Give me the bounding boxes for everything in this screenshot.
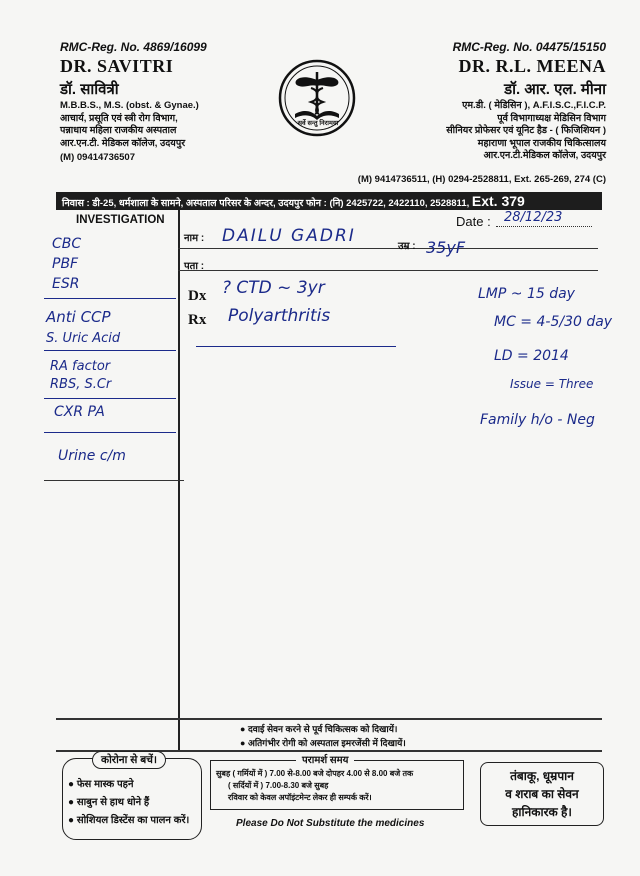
history-notes xyxy=(478,280,612,434)
footer-note: ● अतिगंभीर रोगी को अस्पताल इमरजेंसी में दिखायें। xyxy=(240,738,406,748)
left-detail-line: आर.एन.टी. मेडिकल कॉलेज, उदयपुर xyxy=(60,137,186,149)
corona-list xyxy=(68,776,189,830)
right-detail-line: सीनियर प्रोफेसर एवं यूनिट हैड - ( फिजिशियन ) xyxy=(446,125,606,136)
tobacco-line: हानिकारक है। xyxy=(512,805,572,819)
address-text: निवास : डी-25, धर्मशाला के सामने, अस्पताल परिसर के अन्दर, उदयपुर फोन : (नि) 2425722, 2422110, 2528811, xyxy=(62,198,470,209)
corona-item: ● सोशियल डिस्टेंस का पालन करें। xyxy=(68,815,190,826)
timing-title: परामर्श समय xyxy=(296,752,354,766)
age-handwritten: 35yF xyxy=(426,238,466,257)
timing-line: ( सर्दियों में ) 7.00-8.30 बजे सुबह xyxy=(228,781,329,790)
history-line: MC = 4-5/30 day xyxy=(494,314,613,330)
timing-line: सुबह ( गर्मियों में ) 7.00 से-8.00 बजे दोपहर 4.00 से 8.00 बजे तक xyxy=(216,769,414,778)
rx-symbol: Rx xyxy=(188,312,207,328)
investigation-item: Anti CCP xyxy=(46,308,111,326)
history-line: LD = 2014 xyxy=(494,348,569,364)
investigation-item-cxr: CXR PA xyxy=(54,404,105,420)
footer-notes xyxy=(240,722,406,750)
timing-lines xyxy=(216,768,413,804)
investigation-item: RBS, S.Cr xyxy=(50,377,112,392)
bullet-icon: ● xyxy=(68,797,77,808)
left-doctor-name-hindi: डॉ. सावित्री xyxy=(60,81,119,98)
bullet-icon: ● xyxy=(68,815,77,826)
corona-title: कोरोना से बचें। xyxy=(92,751,166,769)
right-doctor-details xyxy=(366,100,606,163)
right-detail-line: पूर्व विभागाध्यक्ष मेडिसिन विभाग xyxy=(497,112,606,124)
investigation-item-urine: Urine c/m xyxy=(58,448,126,464)
right-detail-line: एम.डी. ( मेडिसिन ), A.F.I.S.C.,F.I.C.P. xyxy=(462,100,606,111)
bullet-icon: ● xyxy=(68,779,77,790)
bullet-icon: ● xyxy=(240,724,248,734)
investigation-end-line xyxy=(44,480,184,481)
history-line: LMP ~ 15 day xyxy=(478,286,575,302)
tobacco-line: व शराब का सेवन xyxy=(505,787,579,801)
left-reg-number: RMC-Reg. No. 4869/16099 xyxy=(60,40,207,54)
address-label: पता : xyxy=(184,261,205,272)
investigations-list xyxy=(52,234,81,294)
rx-handwritten: Polyarthritis xyxy=(228,306,331,326)
investigation-separator xyxy=(44,350,176,351)
right-doctor-name: DR. R.L. MEENA xyxy=(458,56,606,76)
left-detail-line: M.B.B.S., M.S. (obst. & Gynae.) xyxy=(60,100,199,111)
investigation-separator xyxy=(44,398,176,399)
right-doctor-name-hindi: डॉ. आर. एल. मीना xyxy=(504,81,606,98)
timing-line: रविवार को केवल अपॉइंटमेन्ट लेकर ही सम्पर्क करें। xyxy=(228,793,372,802)
tobacco-warning-box xyxy=(480,762,604,826)
investigation-item: PBF xyxy=(52,256,79,272)
medical-emblem-logo xyxy=(277,58,357,138)
corona-item: ● फेस मास्क पहने xyxy=(68,779,134,790)
investigation-item: CBC xyxy=(52,236,82,252)
investigation-separator xyxy=(44,298,176,299)
footer-note: ● दवाई सेवन करने से पूर्व चिकित्सक को दिखायें। xyxy=(240,724,398,734)
right-detail-line: आर.एन.टी.मेडिकल कॉलेज, उदयपुर xyxy=(483,150,606,161)
right-reg-number: RMC-Reg. No. 04475/15150 xyxy=(452,40,606,54)
left-detail-line: आचार्य, प्रसूति एवं स्त्री रोग विभाग, xyxy=(60,112,178,124)
substitute-note: Please Do Not Substitute the medicines xyxy=(236,818,425,829)
bullet-icon: ● xyxy=(240,738,248,748)
date-dotted-line xyxy=(496,226,592,227)
name-row-line xyxy=(178,248,598,249)
corona-item: ● साबुन से हाथ धोने हैं xyxy=(68,797,150,808)
date-handwritten: 28/12/23 xyxy=(504,210,563,225)
investigation-label: INVESTIGATION xyxy=(76,214,165,226)
investigation-item: S. Uric Acid xyxy=(46,331,121,346)
investigation-separator xyxy=(44,432,176,433)
right-phone: (M) 9414736511, (H) 0294-2528811, Ext. 265-269, 274 (C) xyxy=(357,174,606,185)
name-label: नाम : xyxy=(184,233,205,244)
right-detail-line: महाराणा भूपाल राजकीय चिकित्सालय xyxy=(477,137,606,149)
address-banner xyxy=(56,192,602,210)
investigation-item: RA factor xyxy=(50,359,111,374)
left-doctor-name: DR. SAVITRI xyxy=(60,56,174,76)
rx-underline xyxy=(196,346,396,347)
tobacco-line: तंबाकू, धूम्रपान xyxy=(510,769,574,783)
investigations-list-2 xyxy=(46,306,120,350)
diagnosis-handwritten: ? CTD ~ 3yr xyxy=(222,278,325,298)
left-phone: (M) 09414736507 xyxy=(60,152,135,163)
address-row-line xyxy=(178,270,598,271)
investigation-item: ESR xyxy=(52,276,80,292)
footer-top-line xyxy=(56,718,602,720)
extension-number: Ext. 379 xyxy=(471,193,525,209)
tobacco-warning-text xyxy=(481,763,603,821)
patient-name-handwritten: DAILU GADRI xyxy=(222,226,356,246)
date-label: Date : xyxy=(456,214,491,229)
left-detail-line: पन्नाधाय महिला राजकीय अस्पताल xyxy=(60,125,177,136)
history-line: Issue = Three xyxy=(510,377,594,391)
dx-symbol: Dx xyxy=(188,288,207,304)
investigations-list-3 xyxy=(50,358,111,394)
logo-caption: सर्वे सन्तु निरामया xyxy=(297,120,339,127)
history-line: Family h/o - Neg xyxy=(480,412,595,428)
age-label: उम्र : xyxy=(398,241,416,252)
left-doctor-details xyxy=(60,100,260,165)
